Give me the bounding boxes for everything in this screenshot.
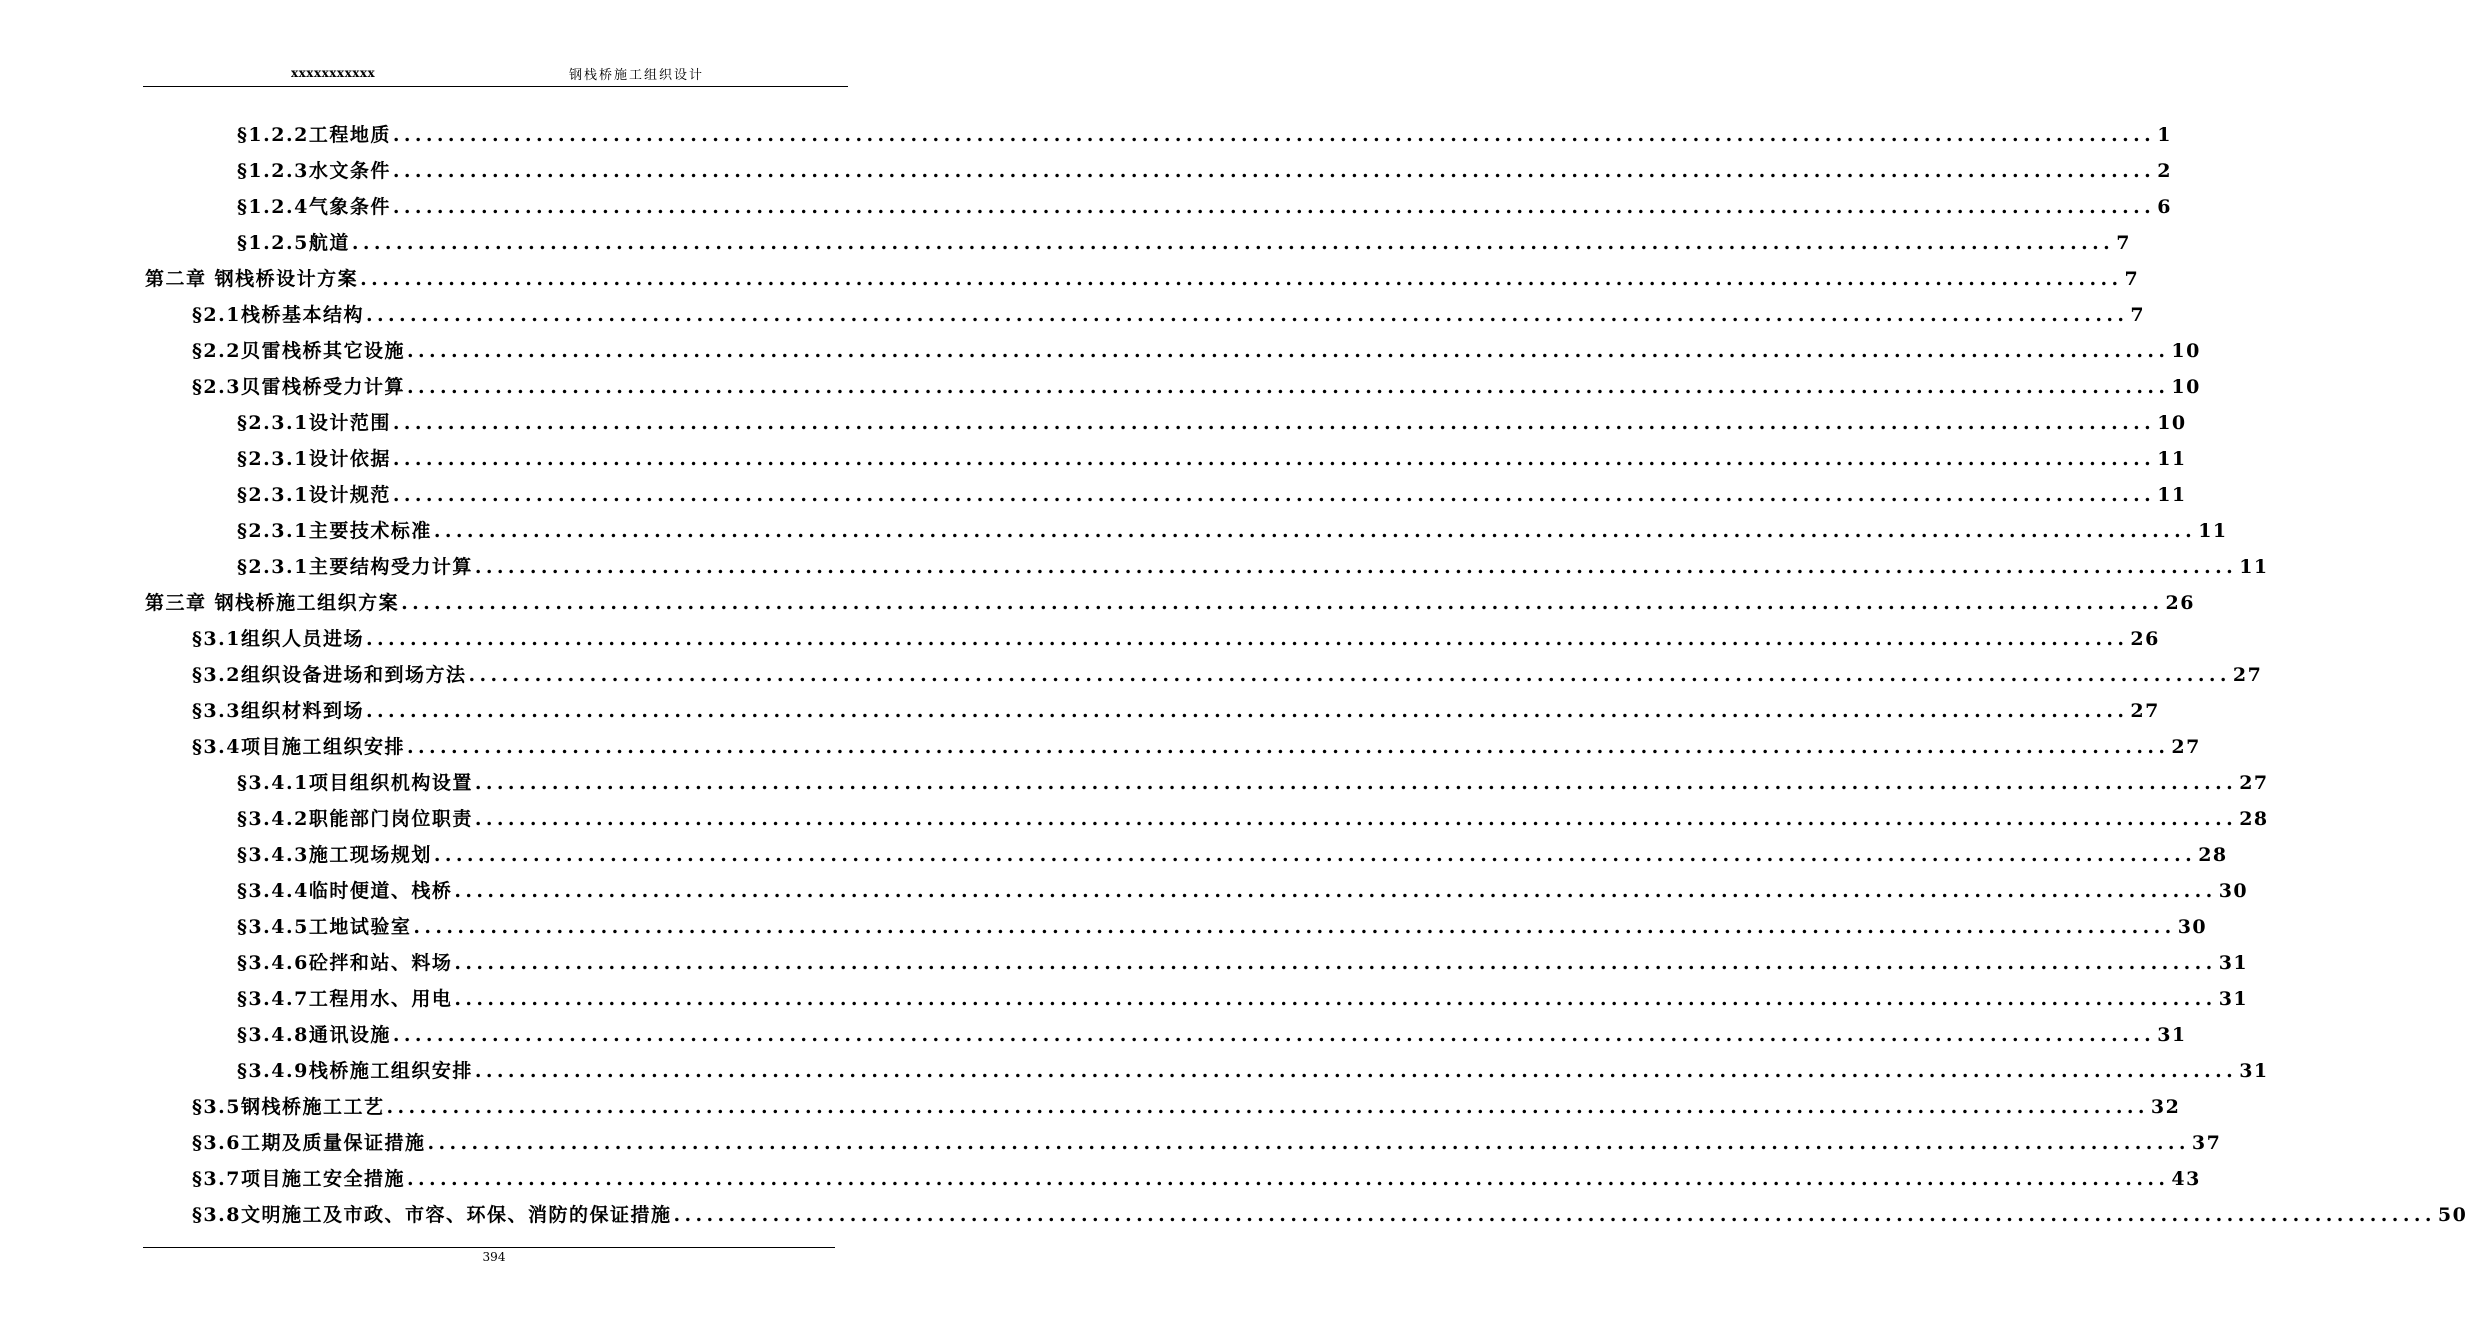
- toc-entry-page: 26: [2130, 628, 2160, 650]
- toc-entry-title: §3.7项目施工安全措施: [192, 1168, 405, 1190]
- toc-dot-leader: ................................................................................................................................................................: [351, 232, 2115, 254]
- toc-entry-title: §2.3贝雷栈桥受力计算: [192, 376, 405, 398]
- toc-entry-page: 27: [2171, 736, 2201, 758]
- toc-entry-title: §2.1栈桥基本结构: [192, 304, 364, 326]
- toc-entry-title: §1.2.4气象条件: [237, 196, 391, 218]
- toc-entry[interactable]: [237, 117, 2172, 147]
- toc-dot-leader: ................................................................................................................................................................: [392, 160, 2156, 182]
- toc-entry-page: 32: [2150, 1096, 2181, 1118]
- toc-entry-page: 30: [2218, 880, 2249, 902]
- toc-dot-leader: ................................................................................................................................................................: [392, 196, 2156, 218]
- toc-entry-page: 26: [2165, 592, 2195, 614]
- toc-entry-page: 43: [2171, 1168, 2201, 1190]
- toc-dot-leader: ................................................................................................................................................................: [474, 1060, 2238, 1082]
- toc-dot-leader: ................................................................................................................................................................: [407, 376, 2170, 398]
- toc-entry-title: §2.3.1主要结构受力计算: [237, 556, 473, 578]
- toc-dot-leader: ................................................................................................................................................................: [433, 520, 2197, 542]
- toc-dot-leader: ................................................................................................................................................................: [392, 412, 2156, 434]
- toc-dot-leader: ................................................................................................................................................................: [454, 880, 2217, 902]
- toc-entry-page: 1: [2157, 124, 2172, 146]
- toc-entry-title: 第二章 钢栈桥设计方案: [145, 268, 359, 290]
- toc-entry-page: 11: [2157, 448, 2187, 470]
- toc-entry-title: §1.2.5航道: [237, 232, 350, 254]
- toc-dot-leader: ................................................................................................................................................................: [433, 844, 2197, 866]
- toc-dot-leader: ................................................................................................................................................................: [360, 268, 2123, 290]
- toc-entry-title: §3.5钢栈桥施工工艺: [192, 1096, 385, 1118]
- toc-entry-title: §3.6工期及质量保证措施: [192, 1132, 426, 1154]
- toc-entry[interactable]: [192, 621, 2160, 651]
- toc-entry[interactable]: [237, 873, 2249, 903]
- toc-dot-leader: ................................................................................................................................................................: [427, 1132, 2190, 1154]
- toc-entry-page: 7: [2124, 268, 2140, 290]
- toc-entry-page: 31: [2239, 1060, 2269, 1082]
- toc-chapter-entry[interactable]: [145, 261, 2140, 291]
- toc-entry[interactable]: [237, 441, 2187, 471]
- toc-entry[interactable]: [192, 1161, 2201, 1191]
- toc-entry[interactable]: [192, 297, 2146, 327]
- toc-entry-title: §2.3.1主要技术标准: [237, 520, 432, 542]
- toc-entry-page: 11: [2198, 520, 2228, 542]
- toc-entry[interactable]: [237, 945, 2249, 975]
- toc-dot-leader: ................................................................................................................................................................: [366, 700, 2129, 722]
- toc-entry[interactable]: [237, 153, 2172, 183]
- toc-entry-page: 7: [2130, 304, 2146, 326]
- toc-entry-page: 27: [2232, 664, 2263, 686]
- toc-entry[interactable]: [237, 801, 2269, 831]
- toc-entry-title: §3.4.1项目组织机构设置: [237, 772, 473, 794]
- toc-dot-leader: ................................................................................................................................................................: [413, 916, 2176, 938]
- toc-entry-page: 7: [2116, 232, 2131, 254]
- toc-entry-page: 31: [2218, 952, 2249, 974]
- toc-entry-page: 28: [2239, 808, 2269, 830]
- toc-entry[interactable]: [237, 1017, 2187, 1047]
- toc-entry-title: §2.3.1设计依据: [237, 448, 391, 470]
- toc-entry-page: 10: [2157, 412, 2187, 434]
- toc-entry[interactable]: [237, 405, 2187, 435]
- toc-entry-page: 11: [2239, 556, 2269, 578]
- toc-entry[interactable]: [192, 1125, 2222, 1155]
- toc-entry-title: §3.4.5工地试验室: [237, 916, 412, 938]
- toc-entry-title: §3.4.8通讯设施: [237, 1024, 391, 1046]
- toc-entry[interactable]: [192, 1197, 2467, 1227]
- toc-entry-page: 2: [2157, 160, 2172, 182]
- toc-entry-title: §1.2.3水文条件: [237, 160, 391, 182]
- toc-entry[interactable]: [237, 909, 2208, 939]
- toc-entry-title: §2.3.1设计范围: [237, 412, 391, 434]
- toc-entry[interactable]: [192, 729, 2201, 759]
- toc-entry-page: 31: [2157, 1024, 2187, 1046]
- toc-entry-page: 28: [2198, 844, 2228, 866]
- toc-dot-leader: ................................................................................................................................................................: [392, 484, 2156, 506]
- toc-entry[interactable]: [237, 549, 2269, 579]
- toc-entry[interactable]: [192, 1089, 2181, 1119]
- toc-entry-page: 27: [2239, 772, 2269, 794]
- toc-dot-leader: ................................................................................................................................................................: [454, 952, 2217, 974]
- toc-entry-page: 10: [2171, 340, 2201, 362]
- toc-entry-title: §3.4.3施工现场规划: [237, 844, 432, 866]
- toc-entry-page: 10: [2171, 376, 2201, 398]
- toc-entry-page: 37: [2191, 1132, 2222, 1154]
- toc-entry-page: 31: [2218, 988, 2249, 1010]
- toc-entry-title: §3.4.7工程用水、用电: [237, 988, 453, 1010]
- toc-entry-title: §3.4.4临时便道、栈桥: [237, 880, 453, 902]
- toc-entry[interactable]: [237, 837, 2228, 867]
- toc-entry-title: §3.1组织人员进场: [192, 628, 364, 650]
- toc-entry[interactable]: [237, 981, 2249, 1011]
- toc-entry-title: §3.4.6砼拌和站、料场: [237, 952, 453, 974]
- toc-dot-leader: ................................................................................................................................................................: [474, 808, 2238, 830]
- toc-entry-title: 第三章 钢栈桥施工组织方案: [145, 592, 400, 614]
- toc-entry[interactable]: [237, 765, 2269, 795]
- toc-chapter-entry[interactable]: [145, 585, 2195, 615]
- header-left-text: xxxxxxxxxxx: [291, 66, 376, 80]
- toc-entry[interactable]: [192, 333, 2201, 363]
- toc-dot-leader: ................................................................................................................................................................: [454, 988, 2217, 1010]
- toc-entry-page: 50: [2437, 1204, 2467, 1226]
- toc-dot-leader: ................................................................................................................................................................: [386, 1096, 2149, 1118]
- toc-dot-leader: ................................................................................................................................................................: [392, 448, 2156, 470]
- header-document-title: 钢栈桥施工组织设计: [569, 68, 705, 83]
- toc-dot-leader: ................................................................................................................................................................: [366, 628, 2129, 650]
- toc-entry-title: §3.4项目施工组织安排: [192, 736, 405, 758]
- toc-entry[interactable]: [237, 477, 2187, 507]
- toc-entry[interactable]: [237, 513, 2228, 543]
- toc-entry[interactable]: [237, 225, 2131, 255]
- footer-page-number: 394: [482, 1250, 506, 1264]
- toc-entry-title: §3.8文明施工及市政、市容、环保、消防的保证措施: [192, 1204, 672, 1226]
- toc-entry[interactable]: [192, 657, 2263, 687]
- toc-entry-page: 30: [2177, 916, 2208, 938]
- toc-entry-page: 6: [2157, 196, 2172, 218]
- toc-dot-leader: ................................................................................................................................................................: [474, 556, 2238, 578]
- toc-entry[interactable]: [192, 369, 2201, 399]
- toc-dot-leader: ................................................................................................................................................................: [468, 664, 2231, 686]
- toc-entry-title: §3.4.2职能部门岗位职责: [237, 808, 473, 830]
- toc-dot-leader: ................................................................................................................................................................: [392, 124, 2156, 146]
- toc-entry-page: 27: [2130, 700, 2160, 722]
- toc-dot-leader: ................................................................................................................................................................: [407, 736, 2170, 758]
- toc-dot-leader: ................................................................................................................................................................: [673, 1204, 2436, 1226]
- toc-entry-title: §3.4.9栈桥施工组织安排: [237, 1060, 473, 1082]
- toc-dot-leader: ................................................................................................................................................................: [392, 1024, 2156, 1046]
- toc-entry-title: §3.2组织设备进场和到场方法: [192, 664, 467, 686]
- toc-dot-leader: ................................................................................................................................................................: [401, 592, 2164, 614]
- toc-entry-page: 11: [2157, 484, 2187, 506]
- toc-entry-title: §2.2贝雷栈桥其它设施: [192, 340, 405, 362]
- toc-entry[interactable]: [237, 189, 2172, 219]
- toc-entry[interactable]: [192, 693, 2160, 723]
- toc-entry-title: §1.2.2工程地质: [237, 124, 391, 146]
- toc-dot-leader: ................................................................................................................................................................: [366, 304, 2129, 326]
- toc-dot-leader: ................................................................................................................................................................: [407, 1168, 2170, 1190]
- toc-entry-title: §3.3组织材料到场: [192, 700, 364, 722]
- toc-entry-title: §2.3.1设计规范: [237, 484, 391, 506]
- footer-divider: [143, 1247, 835, 1248]
- toc-dot-leader: ................................................................................................................................................................: [407, 340, 2170, 362]
- toc-dot-leader: ................................................................................................................................................................: [474, 772, 2238, 794]
- toc-entry[interactable]: [237, 1053, 2269, 1083]
